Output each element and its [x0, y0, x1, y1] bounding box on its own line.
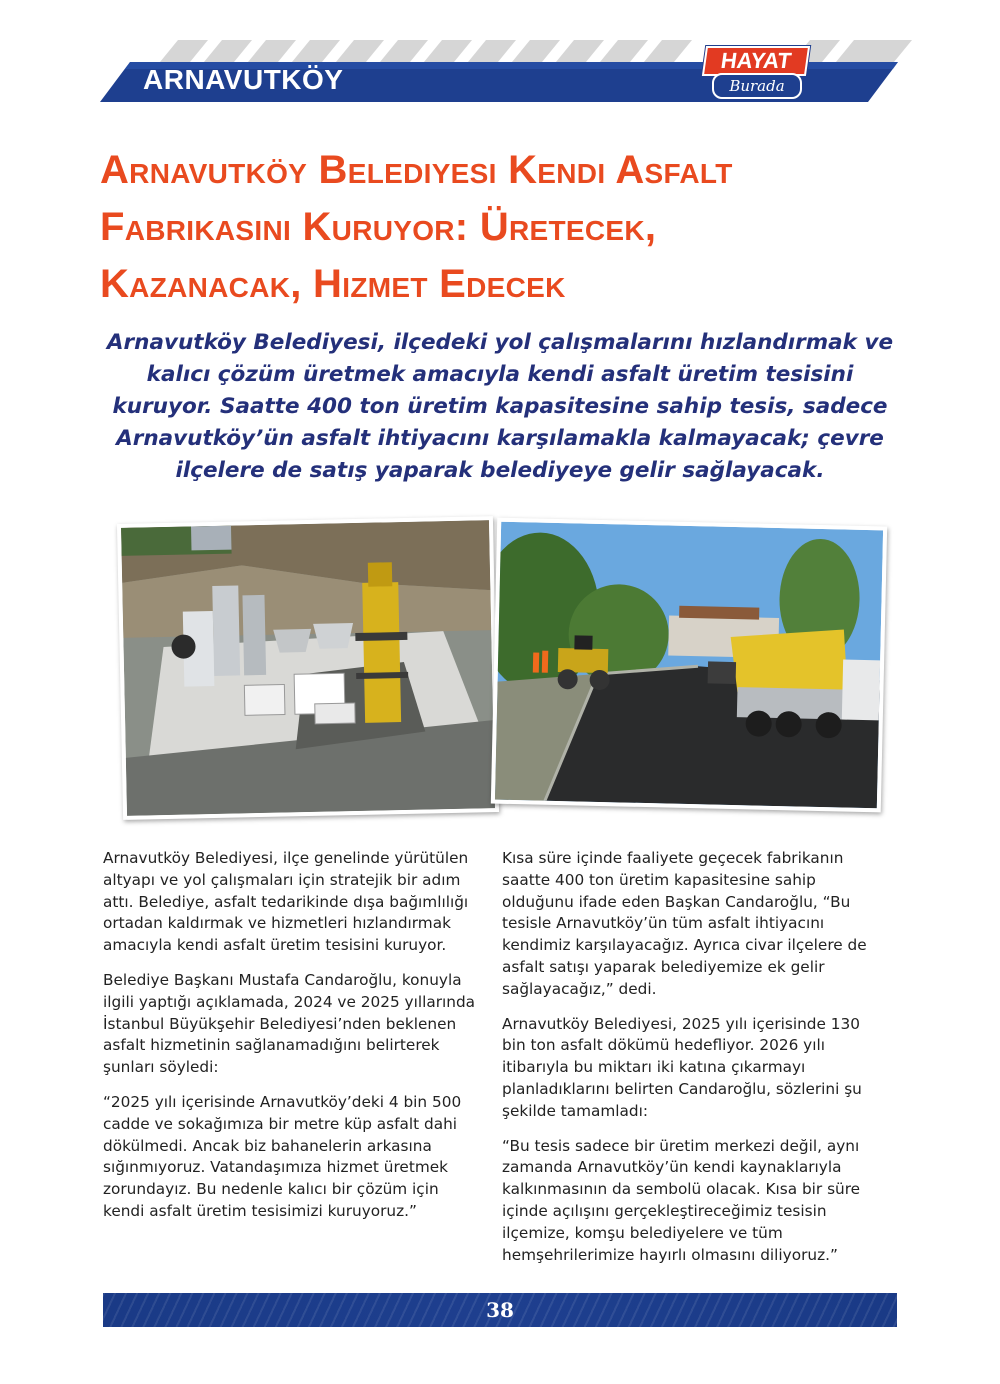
body-paragraph: “Bu tesis sadece bir üretim merkezi değil, aynı zamanda Arnavutköy’ün kendi kaynaklarıyla kalkınmasının da sembolü olacak. Kısa bir süre içinde açılışını gerçekleştireceğimiz tesisin ilçemize, komşu belediyelere ve tüm hemşehrilerimize hayırlı olmasını diliyoruz.”: [502, 1136, 861, 1264]
body-paragraph: Belediye Başkanı Mustafa Candaroğlu, konuyla ilgili yaptığı açıklamada, 2024 ve 2025 yıllarında İstanbul Büyükşehir Belediyesi’nden beklenen asfalt hizmetinin sağlanamadığını belirterek şunları söyledi:: [103, 970, 476, 1077]
road-paving-photo: [491, 518, 887, 813]
body-paragraph: “2025 yılı içerisinde Arnavutköy’deki 4 bin 500 cadde ve sokağımıza bir metre küp asfalt dahi dökülmedi. Ancak biz bahanelerin arkasına sığınmıyoruz. Vatandaşımıza hizmet üretmek zorundayız. Bu nedenle kalıcı bir çözüm için kendi asfalt üretim tesisimizi kuruyoruz.”: [103, 1092, 462, 1220]
article-lead: Arnavutköy Belediyesi, ilçedeki yol çalışmalarını hızlandırmak ve kalıcı çözüm üretmek amacıyla kendi asfalt üretim tesisini kuruyor. Saatte 400 ton üretim kapasitesine sahip tesis, sadece Arnavutköy’ün asfalt ihtiyacını karşılamakla kalmayacak; çevre ilçelere de satış yaparak belediyeye gelir sağlayacak.: [106, 330, 894, 483]
body-paragraph: Arnavutköy Belediyesi, ilçe genelinde yürütülen altyapı ve yol çalışmaları için stratejik bir adım attı. Belediye, asfalt tedarikinde dışa bağımlılığı ortadan kaldırmak ve hizmetleri hızlandırmak amacıyla kendi asfalt üretim tesisini kuruyor.: [103, 849, 469, 955]
logo-burada-text: Burada: [712, 73, 802, 99]
body-column-left: [103, 848, 483, 1236]
page-number: 38: [486, 1298, 514, 1322]
header-band: [0, 0, 1000, 120]
body-paragraph: Kısa süre içinde faaliyete geçecek fabrikanın saatte 400 ton üretim kapasitesine sahip olduğunu ifade eden Başkan Candaroğlu, “Bu tesisle Arnavutköy’ün tüm asfalt ihtiyacını kendimiz karşılayacağız. Ayrıca civar ilçelere de asfalt satışı yaparak belediyemize ek gelir sağlayacağız,” dedi.: [502, 849, 867, 998]
hayat-burada-logo: [700, 42, 808, 102]
article-title: [100, 142, 920, 313]
asphalt-plant-photo: [117, 516, 499, 820]
body-column-right: [502, 848, 882, 1279]
title-line: Fabrikasını Kuruyor: Üretecek,: [100, 205, 657, 249]
header-graphic: [0, 0, 1000, 120]
title-line: Kazanacak, Hizmet Edecek: [100, 262, 566, 306]
section-label: ARNAVUTKÖY: [143, 64, 344, 95]
asphalt-plant-illustration: [121, 520, 495, 816]
body-paragraph: Arnavutköy Belediyesi, 2025 yılı içerisinde 130 bin ton asfalt dökümü hedefliyor. 2026 yılı itibarıyla bu miktarı iki katına çıkarmayı planladıklarını belirten Candaroğlu, sözlerini şu şekilde tamamladı:: [502, 1014, 862, 1120]
road-paving-illustration: [495, 522, 883, 809]
footer-bar: [103, 1293, 897, 1327]
title-line: Arnavutköy Belediyesi Kendi Asfalt: [100, 148, 733, 192]
logo-hayat-text: HAYAT: [702, 46, 810, 76]
